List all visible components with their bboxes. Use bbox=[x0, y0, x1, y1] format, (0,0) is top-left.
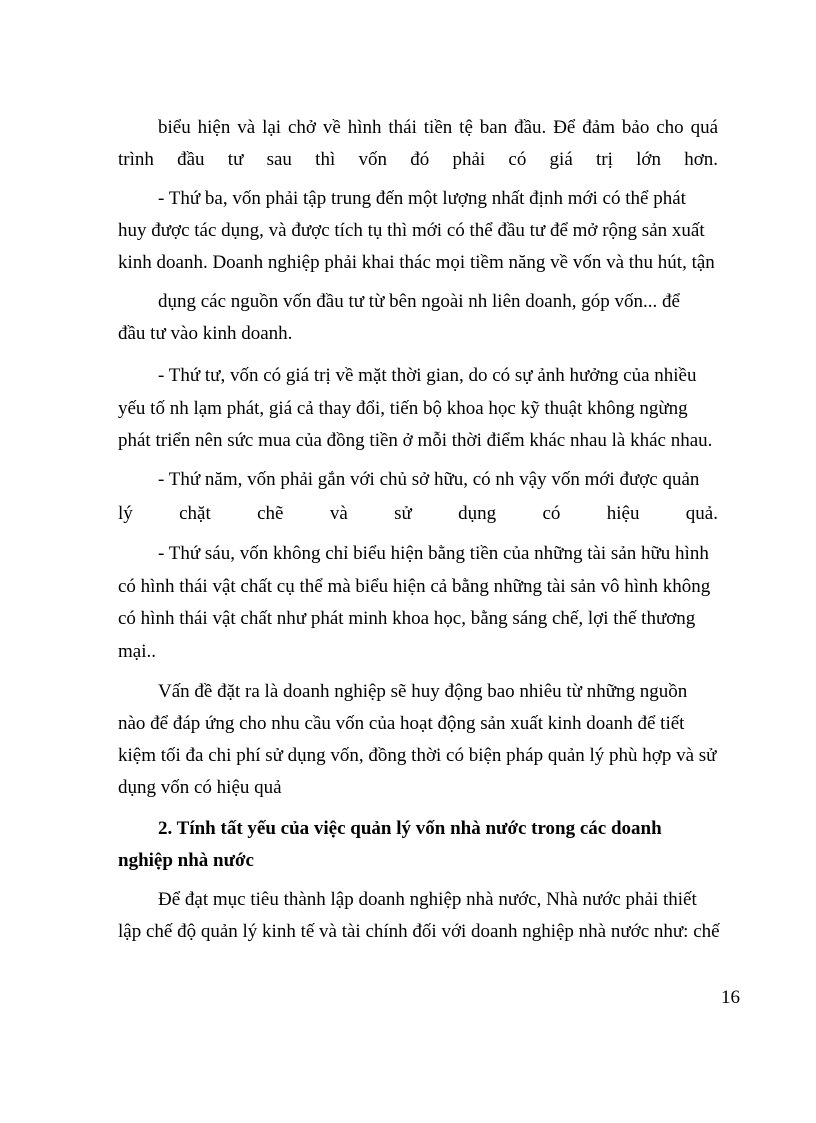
text-line: Vấn đề đặt ra là doanh nghiệp sẽ huy động bao nhiêu từ những nguồn bbox=[158, 681, 688, 702]
text-line: lập chế độ quản lý kinh tế và tài chính đối với doanh nghiệp nhà nước như: chế bbox=[118, 921, 720, 942]
text-line: - Thứ ba, vốn phải tập trung đến một lượng nhất định mới có thể phát bbox=[158, 188, 686, 209]
text-line: có hình thái vật chất cụ thể mà biểu hiện cả bằng những tài sản vô hình không bbox=[118, 576, 711, 597]
text-line: dụng các nguồn vốn đầu tư từ bên ngoài nh liên doanh, góp vốn... để bbox=[158, 291, 680, 312]
text-line: lý chặt chẽ và sử dụng có hiệu quả. bbox=[118, 503, 718, 524]
text-line: huy được tác dụng, và được tích tụ thì mới có thể đầu tư để mở rộng sản xuất bbox=[118, 220, 705, 241]
text-line: kiệm tối đa chi phí sử dụng vốn, đồng thời có biện pháp quản lý phù hợp và sử bbox=[118, 745, 717, 766]
text-line: có hình thái vật chất như phát minh khoa học, bằng sáng chế, lợi thế thương bbox=[118, 608, 696, 629]
text-line: yếu tố nh lạm phát, giá cả thay đổi, tiến bộ khoa học kỹ thuật không ngừng bbox=[118, 398, 688, 419]
text-line: trình đầu tư sau thì vốn đó phải có giá trị lớn hơn. bbox=[118, 149, 718, 170]
text-line: - Thứ sáu, vốn không chỉ biểu hiện bằng tiền của những tài sản hữu hình bbox=[158, 543, 709, 564]
text-line: - Thứ tư, vốn có giá trị về mặt thời gian, do có sự ảnh hưởng của nhiều bbox=[158, 365, 697, 386]
text-line: phát triển nên sức mua của đồng tiền ở mỗi thời điểm khác nhau là khác nhau. bbox=[118, 430, 713, 451]
section-heading-continuation: nghiệp nhà nước bbox=[118, 850, 254, 871]
text-line: dụng vốn có hiệu quả bbox=[118, 777, 282, 798]
text-line: kinh doanh. Doanh nghiệp phải khai thác mọi tiềm năng về vốn và thu hút, tận bbox=[118, 252, 715, 273]
text-line: - Thứ năm, vốn phải gắn với chủ sở hữu, có nh vậy vốn mới được quản bbox=[158, 469, 700, 490]
text-line: Để đạt mục tiêu thành lập doanh nghiệp nhà nước, Nhà nước phải thiết bbox=[158, 889, 697, 910]
text-line: mại.. bbox=[118, 641, 156, 662]
text-line: biểu hiện và lại chở về hình thái tiền tệ ban đầu. Để đảm bảo cho quá bbox=[158, 117, 718, 138]
page-number: 16 bbox=[721, 987, 740, 1008]
text-line: đầu tư vào kinh doanh. bbox=[118, 323, 293, 344]
section-heading: 2. Tính tất yếu của việc quản lý vốn nhà nước trong các doanh bbox=[158, 818, 662, 839]
text-line: nào để đáp ứng cho nhu cầu vốn của hoạt động sản xuất kinh doanh để tiết bbox=[118, 713, 685, 734]
